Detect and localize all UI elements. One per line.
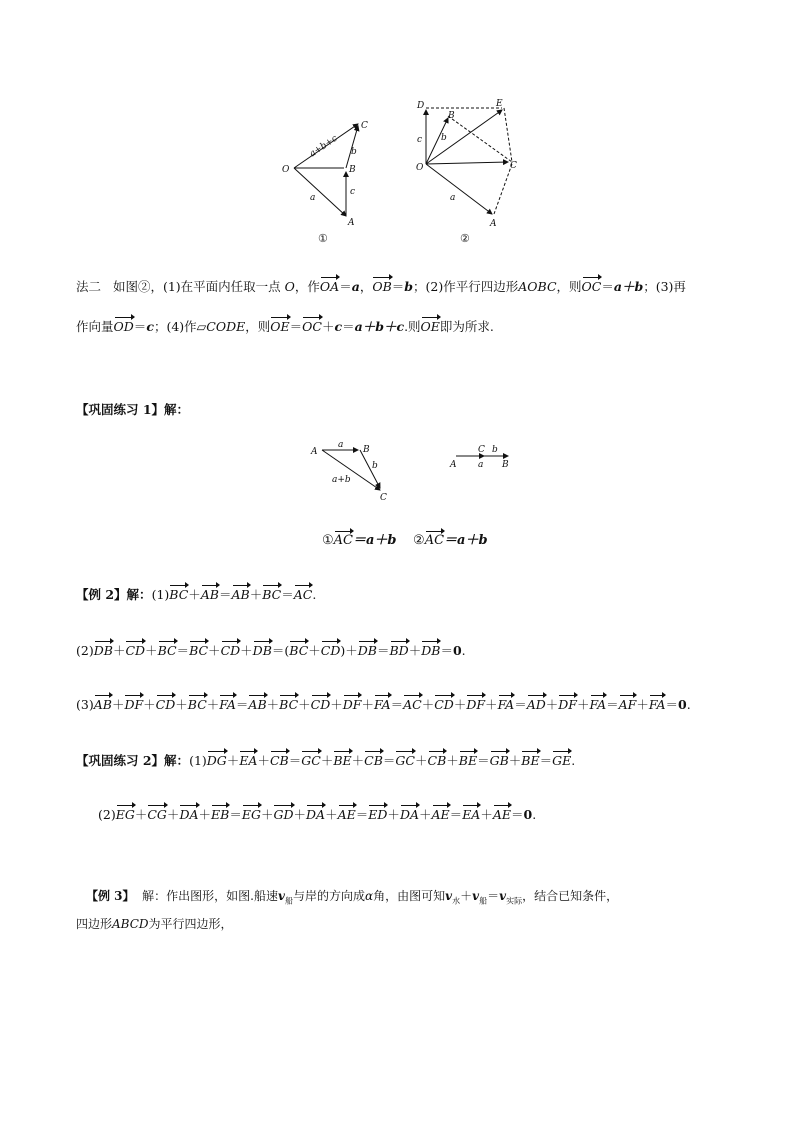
fig1-label-A: A: [348, 218, 355, 228]
p1-f1-b: b: [372, 461, 378, 471]
p1-f2-B: B: [502, 460, 509, 470]
practice2-line-1: 【巩固练习 2】解：(1)DG＋EA＋CB＝GC＋BE＋CB＝GC＋CB＋BE＝GB＋BE＝GE.: [76, 750, 575, 769]
practice2-line-2: (2)EG＋CG＋DA＋EB＝EG＋GD＋DA＋AE＝ED＋DA＋AE＝EA＋AE＝0.: [98, 804, 536, 823]
example3-line-2: 四边形ABCD为平行四边形，: [76, 917, 233, 931]
fig2-label-B: B: [448, 111, 455, 121]
p1-f1-a: a: [338, 440, 344, 450]
practice1-figure-1: [308, 438, 398, 502]
fig1-label-C: C: [361, 121, 368, 131]
practice1-heading: 【巩固练习 1】解：: [76, 402, 190, 417]
p1-f2-A: A: [450, 460, 457, 470]
example2-line-3: (3)AB＋DF＋CD＋BC＋FA＝AB＋BC＋CD＋DF＋FA＝AC＋CD＋DF＋FA＝AD＋DF＋FA＝AF＋FA＝0.: [76, 694, 691, 713]
fig1-label-sum: a+b+c: [308, 133, 340, 160]
practice1-answers: ①AC＝a＋b ②AC＝a＋b: [322, 530, 488, 549]
fig2-label-c: c: [417, 135, 423, 145]
fig2-label-D: D: [417, 101, 425, 111]
fig2-label-O: O: [416, 163, 424, 173]
fig1-label-c: c: [350, 187, 356, 197]
example3-line-1: 【例 3】 解：作出图形，如图.船速$v_船$与岸的方向成α角，由图可知$v_水+v_船=v_{实际}$，结合已知条件，: [86, 889, 619, 906]
figure-1: [278, 112, 378, 247]
fig1-label-O: O: [282, 165, 290, 175]
p1-f1-sum: a+b: [332, 475, 351, 485]
fig1-label-B: B: [349, 165, 356, 175]
fig2-caption: ②: [460, 232, 470, 245]
p1-f1-B: B: [363, 445, 370, 455]
fig1-label-b: b: [351, 147, 357, 157]
p1-f2-b: b: [492, 445, 498, 455]
p1-f1-C: C: [380, 493, 387, 502]
fig1-caption: ①: [318, 232, 328, 245]
p1-f2-a: a: [478, 460, 484, 470]
practice1-figure-2: [446, 440, 516, 474]
method2-line-1: 法二 如图②，(1)在平面内任取一点 O，作OA＝a，OB＝b；(2)作平行四边形AOBC，则OC＝a＋b；(3)再: [76, 276, 686, 295]
example2-line-2: (2)DB＋CD＋BC＝BC＋CD＋DB＝(BC＋CD)＋DB＝BD＋DB＝0.: [76, 640, 466, 659]
fig2-label-A: A: [490, 219, 497, 229]
fig2-label-C: C: [510, 161, 517, 171]
p1-f1-A: A: [311, 447, 318, 457]
method2-line-2: 作向量OD＝c；(4)作▱CODE，则OE＝OC＋c＝a＋b＋c.则OE即为所求.: [76, 316, 494, 335]
fig1-label-a: a: [310, 193, 316, 203]
example2-line-1: 【例 2】解：(1)BC＋AB＝AB＋BC＝AC.: [76, 584, 316, 603]
fig2-label-a: a: [450, 193, 456, 203]
fig2-label-E: E: [496, 99, 503, 109]
p1-f2-C: C: [478, 445, 485, 455]
fig2-label-b: b: [441, 133, 447, 143]
figure-2: [408, 96, 528, 246]
